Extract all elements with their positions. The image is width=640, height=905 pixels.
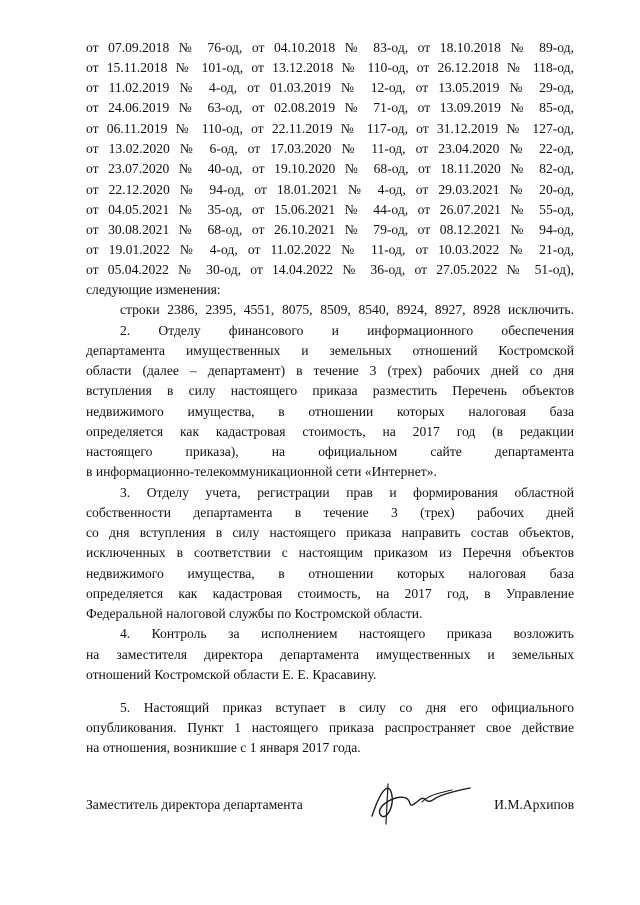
text-line: от 05.04.2022 № 30-од, от 14.04.2022 № 36-од, от 27.05.2022 № 51-од), bbox=[86, 262, 574, 277]
text-line: вступления в силу настоящего приказа разместить Перечень объектов bbox=[86, 383, 574, 398]
text-line: департамента имущественных и земельных отношений Костромской bbox=[86, 343, 574, 358]
text-line: недвижимого имущества, в отношении которых налоговая база bbox=[86, 566, 574, 581]
text-line: определяется как кадастровая стоимость, на 2017 год, в Управление bbox=[86, 586, 574, 601]
text-line: от 11.02.2019 № 4-од, от 01.03.2019 № 12-од, от 13.05.2019 № 29-од, bbox=[86, 80, 574, 95]
text-line: на заместителя директора департамента имущественных и земельных bbox=[86, 647, 574, 662]
text-line: определяется как кадастровая стоимость, на 2017 год (в редакции bbox=[86, 424, 574, 439]
text-line: от 04.05.2021 № 35-од, от 15.06.2021 № 44-од, от 26.07.2021 № 55-од, bbox=[86, 202, 574, 217]
text-line: строки 2386, 2395, 4551, 8075, 8509, 8540, 8924, 8927, 8928 исключить. bbox=[120, 302, 574, 317]
text-line: от 15.11.2018 № 101-од, от 13.12.2018 № 110-од, от 26.12.2018 № 118-од, bbox=[86, 60, 574, 75]
handwritten-signature bbox=[362, 776, 472, 828]
text-line: исключенных в соответствии с настоящим приказом из Перечня объектов bbox=[86, 545, 574, 560]
paragraph-3-start: 3. Отделу учета, регистрации прав и формирования областной bbox=[120, 485, 574, 500]
text-line: на отношения, возникшие с 1 января 2017 года. bbox=[86, 740, 361, 755]
text-line: от 19.01.2022 № 4-од, от 11.02.2022 № 11-од, от 10.03.2022 № 21-од, bbox=[86, 242, 574, 257]
signatory-name: И.М.Архипов bbox=[494, 797, 574, 812]
text-line: опубликования. Пункт 1 настоящего приказа распространяет свое действие bbox=[86, 720, 574, 735]
text-line: от 13.02.2020 № 6-од, от 17.03.2020 № 11-од, от 23.04.2020 № 22-од, bbox=[86, 141, 574, 156]
text-line: настоящего приказа), на официальном сайте департамента bbox=[86, 444, 574, 459]
text-line: от 30.08.2021 № 68-од, от 26.10.2021 № 79-од, от 08.12.2021 № 94-од, bbox=[86, 222, 574, 237]
text-line: следующие изменения: bbox=[86, 282, 221, 297]
text-line: собственности департамента в течение 3 (трех) рабочих дней bbox=[86, 505, 574, 520]
text-line: отношений Костромской области Е. Е. Красавину. bbox=[86, 667, 377, 682]
text-line: Федеральной налоговой службы по Костромской области. bbox=[86, 606, 423, 621]
text-line: области (далее – департамент) в течение 3 (трех) рабочих дней со дня bbox=[86, 363, 574, 378]
text-line: в информационно-телекоммуникационной сети «Интернет». bbox=[86, 464, 437, 479]
text-line: недвижимого имущества, в отношении которых налоговая база bbox=[86, 404, 574, 419]
text-line: от 24.06.2019 № 63-од, от 02.08.2019 № 71-од, от 13.09.2019 № 85-од, bbox=[86, 100, 574, 115]
paragraph-2-start: 2. Отделу финансового и информационного обеспечения bbox=[120, 323, 574, 338]
paragraph-4-start: 4. Контроль за исполнением настоящего приказа возложить bbox=[120, 626, 574, 641]
text-line: от 22.12.2020 № 94-од, от 18.01.2021 № 4-од, от 29.03.2021 № 20-од, bbox=[86, 182, 574, 197]
text-line: от 23.07.2020 № 40-од, от 19.10.2020 № 68-од, от 18.11.2020 № 82-од, bbox=[86, 161, 574, 176]
signature-block bbox=[86, 796, 574, 826]
text-line: от 07.09.2018 № 76-од, от 04.10.2018 № 83-од, от 18.10.2018 № 89-од, bbox=[86, 40, 574, 55]
signatory-title: Заместитель директора департамента bbox=[86, 797, 303, 812]
text-line: со дня вступления в силу настоящего приказа направить состав объектов, bbox=[86, 525, 574, 540]
paragraph-5-start: 5. Настоящий приказ вступает в силу со дня его официального bbox=[120, 700, 574, 715]
text-line: от 06.11.2019 № 110-од, от 22.11.2019 № 117-од, от 31.12.2019 № 127-од, bbox=[86, 121, 574, 136]
